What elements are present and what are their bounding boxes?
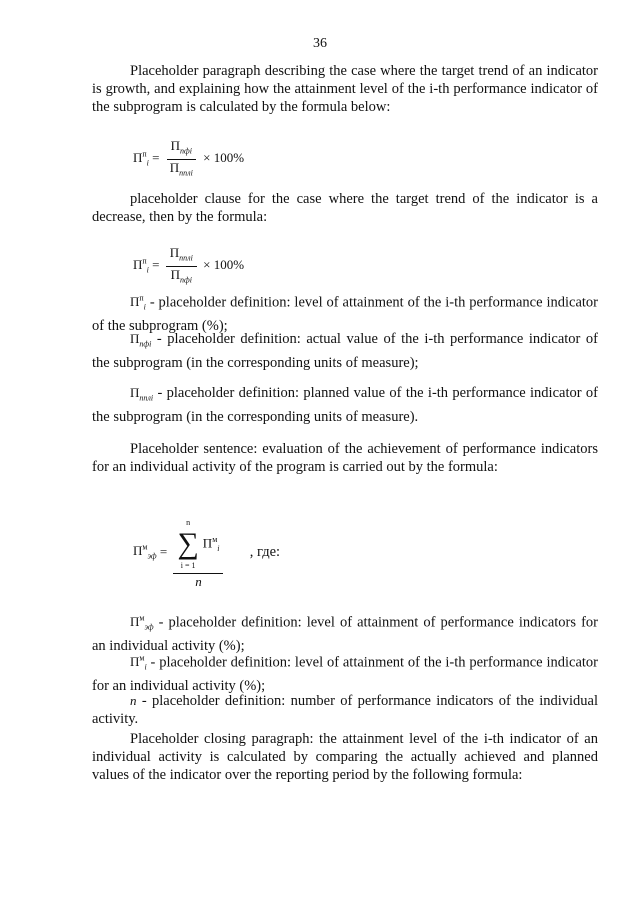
sum-operator: n ∑ i = 1 [177,518,199,570]
paragraph-calculation: Placeholder closing paragraph: the attainment level of the i-th indicator of an individual activity is calculated by comparing the actually achieved and planned values of the indicator over the reporting period by the following formula: [92,731,598,783]
formula-multiplier: × 100% [203,150,245,166]
definition-symbol: $П^м_i$ [130,654,147,672]
formula-decrease [133,245,244,287]
definition-symbol: $П^п_i$ [130,294,146,312]
definition-planned-value: $П_{пплi}$ - placeholder definition: planned value of the i-th performance indicator of the subprogram (in the corresponding units of measure). [92,385,598,425]
formula-lhs: $П^п_i$ [133,149,149,168]
definition-symbol: n [130,693,137,708]
formula-evaluation [133,515,280,589]
formula-eq: = [152,150,160,166]
formula-fraction: $\frac{П_{пфi}}{П_{пплi}}$ [166,138,197,180]
definition-symbol: $П_{пплi}$ [130,385,154,403]
formula-fraction: n ∑ i = 1 $П^м_i$ n [173,515,223,589]
definition-attainment-subprogram: $П^п_i$ - placeholder definition: level of attainment of the i-th performance indicator of the subprogram (%); [92,294,598,334]
definition-symbol: $П_{пфi}$ [130,331,152,349]
paragraph-growth-trend: Placeholder paragraph describing the case where the target trend of an indicator is growth, and explaining how the attainment level of the i-th performance indicator of the subprogram is calculated by the formula below: [92,63,598,115]
paragraph-decrease-trend: placeholder clause for the case where the target trend of the indicator is a decrease, then by the formula: [92,191,598,225]
formula-where: , где: [249,543,281,560]
definition-symbol: $П^м_{эф}$ [130,614,154,632]
page-number: 36 [313,36,327,51]
formula-growth [133,138,244,180]
formula-eq: = [159,544,168,559]
definition-actual-value: $П_{пфi}$ - placeholder definition: actual value of the i-th performance indicator of the subprogram (in the corresponding units of measure); [92,331,598,371]
definition-attainment-indicator: $П^м_i$ - placeholder definition: level of attainment of the i-th performance indicator for an individual activity (%); [92,654,598,694]
formula-multiplier: × 100% [203,257,245,273]
formula-eq: = [152,257,160,273]
formula-lhs: $П^м_{эф}$ [133,543,157,561]
formula-fraction: $\frac{П_{пплi}}{П_{пфi}}$ [166,245,197,287]
paragraph-evaluation: Placeholder sentence: evaluation of the achievement of performance indicators for an individual activity of the program is carried out by the formula: [92,441,598,475]
formula-lhs: $П^п_i$ [133,256,149,275]
definition-indicator-count: n - placeholder definition: number of performance indicators of the individual activity. [92,693,598,727]
definition-attainment-activity: $П^м_{эф}$ - placeholder definition: level of attainment of performance indicators for an individual activity (%); [92,614,598,654]
